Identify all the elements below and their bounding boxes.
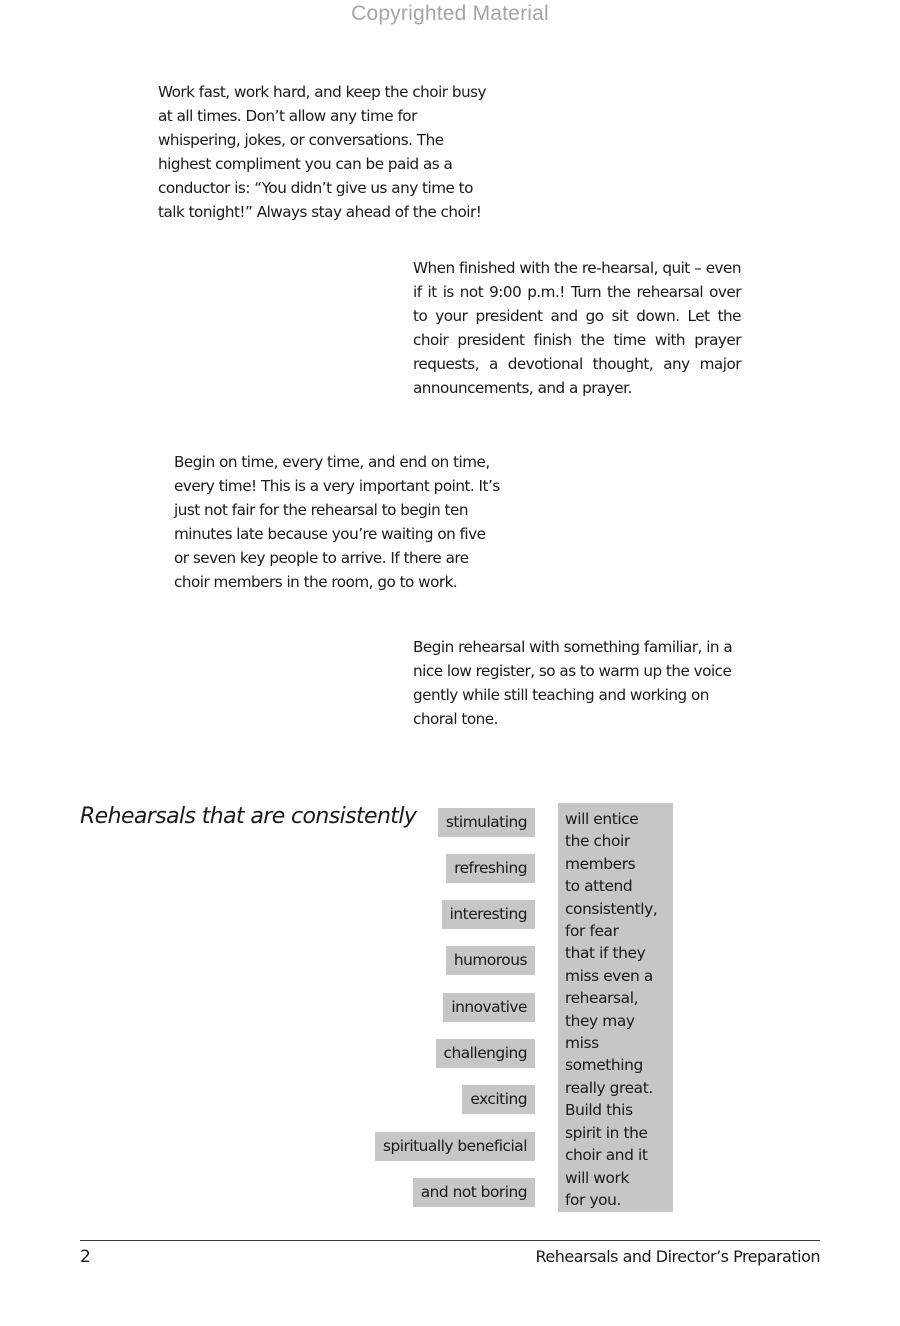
summary-line: members: [565, 854, 636, 873]
paragraph-when-finished: When finished with the re-hearsal, quit – even if it is not 9:00 p.m.! Turn the rehearsal over to your president and go sit down. Let the choir president finish the time with prayer requests, a devotional thought, any major announcements, and a prayer.: [413, 259, 741, 397]
figure-lead-in: Rehearsals that are consistently: [80, 804, 417, 829]
quality-label: and not boring: [413, 1178, 535, 1207]
summary-line: rehearsal,: [565, 989, 639, 1008]
footer-rule: [80, 1240, 820, 1241]
quality-label: innovative: [443, 993, 535, 1022]
quality-label: humorous: [446, 946, 535, 975]
summary-line: for fear: [565, 922, 619, 941]
summary-line: they may: [565, 1011, 635, 1030]
summary-line: will entice: [565, 810, 639, 828]
quality-label: spiritually beneficial: [375, 1132, 535, 1161]
paragraph-begin-rehearsal: Begin rehearsal with something familiar, in a nice low register, so as to warm up the voice gently while still teaching and working on choral tone.: [413, 638, 733, 728]
copyright-watermark: Copyrighted Material: [351, 2, 549, 25]
quality-label: interesting: [442, 900, 535, 929]
summary-line: choir and it: [565, 1146, 648, 1165]
summary-line: spirit in the: [565, 1123, 648, 1142]
summary-line: something: [565, 1056, 643, 1075]
summary-line: that if they: [565, 944, 646, 963]
summary-line: the choir: [565, 832, 630, 851]
summary-line: really great.: [565, 1078, 653, 1097]
summary-line: will work: [565, 1168, 629, 1187]
summary-line: miss even a: [565, 966, 653, 985]
quality-label: refreshing: [446, 854, 535, 883]
quality-label: exciting: [462, 1085, 535, 1114]
summary-box: [558, 803, 673, 1212]
paragraph-begin-on-time: Begin on time, every time, and end on time, every time! This is a very important point. It’s just not fair for the rehearsal to begin ten minutes late because you’re waiting on five or seven key people to arrive. If there are choir members in the room, go to work.: [174, 453, 500, 591]
summary-line: to attend: [565, 877, 633, 896]
summary-line: Build this: [565, 1101, 633, 1120]
paragraph-work-fast: Work fast, work hard, and keep the choir busy at all times. Don’t allow any time for whispering, jokes, or conversations. The highest compliment you can be paid as a conductor is: “You didn’t give us any time to talk tonight!” Always stay ahead of the choir!: [158, 83, 487, 221]
summary-line: consistently,: [565, 899, 658, 918]
summary-line: for you.: [565, 1190, 622, 1209]
summary-line: miss: [565, 1034, 599, 1053]
running-head: Rehearsals and Director’s Preparation: [535, 1247, 820, 1266]
page-number: 2: [80, 1247, 91, 1267]
quality-label: challenging: [436, 1039, 536, 1068]
quality-label: stimulating: [438, 808, 535, 837]
